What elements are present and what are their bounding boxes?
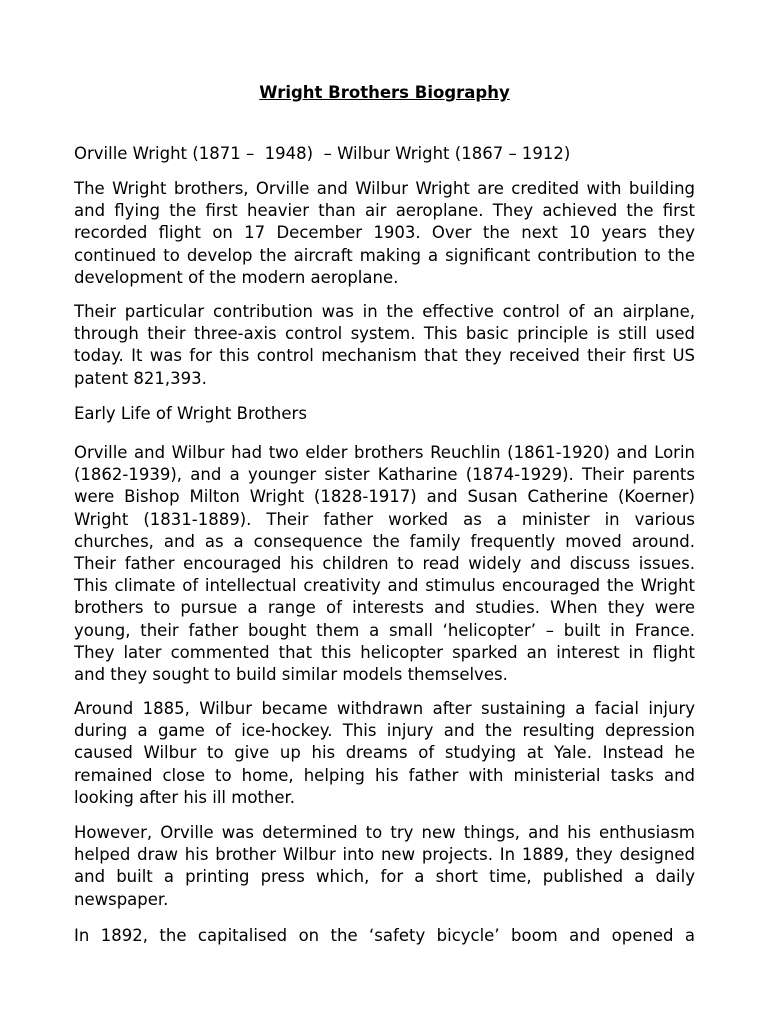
- paragraph: [74, 925, 695, 947]
- paragraph-line: churches, and as a consequence the family frequently moved around.: [74, 531, 695, 551]
- paragraph: [74, 442, 695, 686]
- paragraph: [74, 698, 695, 809]
- paragraph-line: patent 821,393.: [74, 368, 207, 388]
- paragraph-line: continued to develop the aircraft making a significant contribution to the: [74, 245, 695, 265]
- paragraph-line: today. It was for this control mechanism that they received their first US: [74, 346, 695, 366]
- paragraph-line: caused Wilbur to give up his dreams of studying at Yale. Instead he: [74, 743, 695, 763]
- paragraph-line: Their particular contribution was in the effective control of an airplane,: [74, 302, 695, 321]
- paragraph-line: They later commented that this helicopter sparked an interest in flight: [74, 642, 695, 662]
- paragraph-line: However, Orville was determined to try new things, and his enthusiasm: [74, 823, 695, 842]
- paragraph-line: remained close to home, helping his father with ministerial tasks and: [74, 765, 695, 785]
- paragraph-line: helped draw his brother Wilbur into new projects. In 1889, they designed: [74, 845, 695, 865]
- paragraph-line: The Wright brothers, Orville and Wilbur Wright are credited with building: [74, 179, 695, 198]
- paragraph-line: newspaper.: [74, 889, 169, 909]
- paragraph-line: Orville and Wilbur had two elder brothers Reuchlin (1861-1920) and Lorin: [74, 443, 695, 462]
- paragraph-line: looking after his ill mother.: [74, 787, 296, 807]
- paragraph-line: This climate of intellectual creativity and stimulus encouraged the Wright: [74, 576, 695, 596]
- paragraph-line: Around 1885, Wilbur became withdrawn after sustaining a facial injury: [74, 699, 695, 718]
- paragraph-line: through their three-axis control system. This basic principle is still used: [74, 324, 695, 344]
- paragraph-line: and they sought to build similar models themselves.: [74, 665, 508, 685]
- paragraph-line: development of the modern aeroplane.: [74, 267, 399, 287]
- paragraph-line: during a game of ice-hockey. This injury and the resulting depression: [74, 721, 695, 741]
- paragraph: [74, 178, 695, 289]
- section-heading: Early Life of Wright Brothers: [74, 404, 307, 423]
- paragraph-line: and flying the first heavier than air aeroplane. They achieved the first: [74, 201, 695, 221]
- document-title-text: Wright Brothers Biography: [259, 83, 510, 102]
- paragraph: [74, 822, 695, 911]
- paragraph-line: brothers to pursue a range of interests and studies. When they were: [74, 598, 695, 618]
- lifespans-line: Orville Wright (1871 – 1948) – Wilbur Wright (1867 – 1912): [74, 144, 571, 163]
- paragraph-line: Their father encouraged his children to read widely and discuss issues.: [74, 554, 695, 574]
- document-title: [74, 82, 695, 104]
- paragraph-line: (1862-1939), and a younger sister Katharine (1874-1929). Their parents: [74, 465, 695, 485]
- paragraph-line: In 1892, the capitalised on the ‘safety bicycle’ boom and opened a: [74, 926, 695, 945]
- paragraph-line: Wright (1831-1889). Their father worked as a minister in various: [74, 509, 695, 529]
- paragraph-line: were Bishop Milton Wright (1828-1917) and Susan Catherine (Koerner): [74, 487, 695, 507]
- paragraph-line: and built a printing press which, for a short time, published a daily: [74, 867, 695, 887]
- paragraph-line: young, their father bought them a small ‘helicopter’ – built in France.: [74, 620, 695, 640]
- paragraph: [74, 301, 695, 390]
- paragraph-line: recorded flight on 17 December 1903. Over the next 10 years they: [74, 223, 695, 243]
